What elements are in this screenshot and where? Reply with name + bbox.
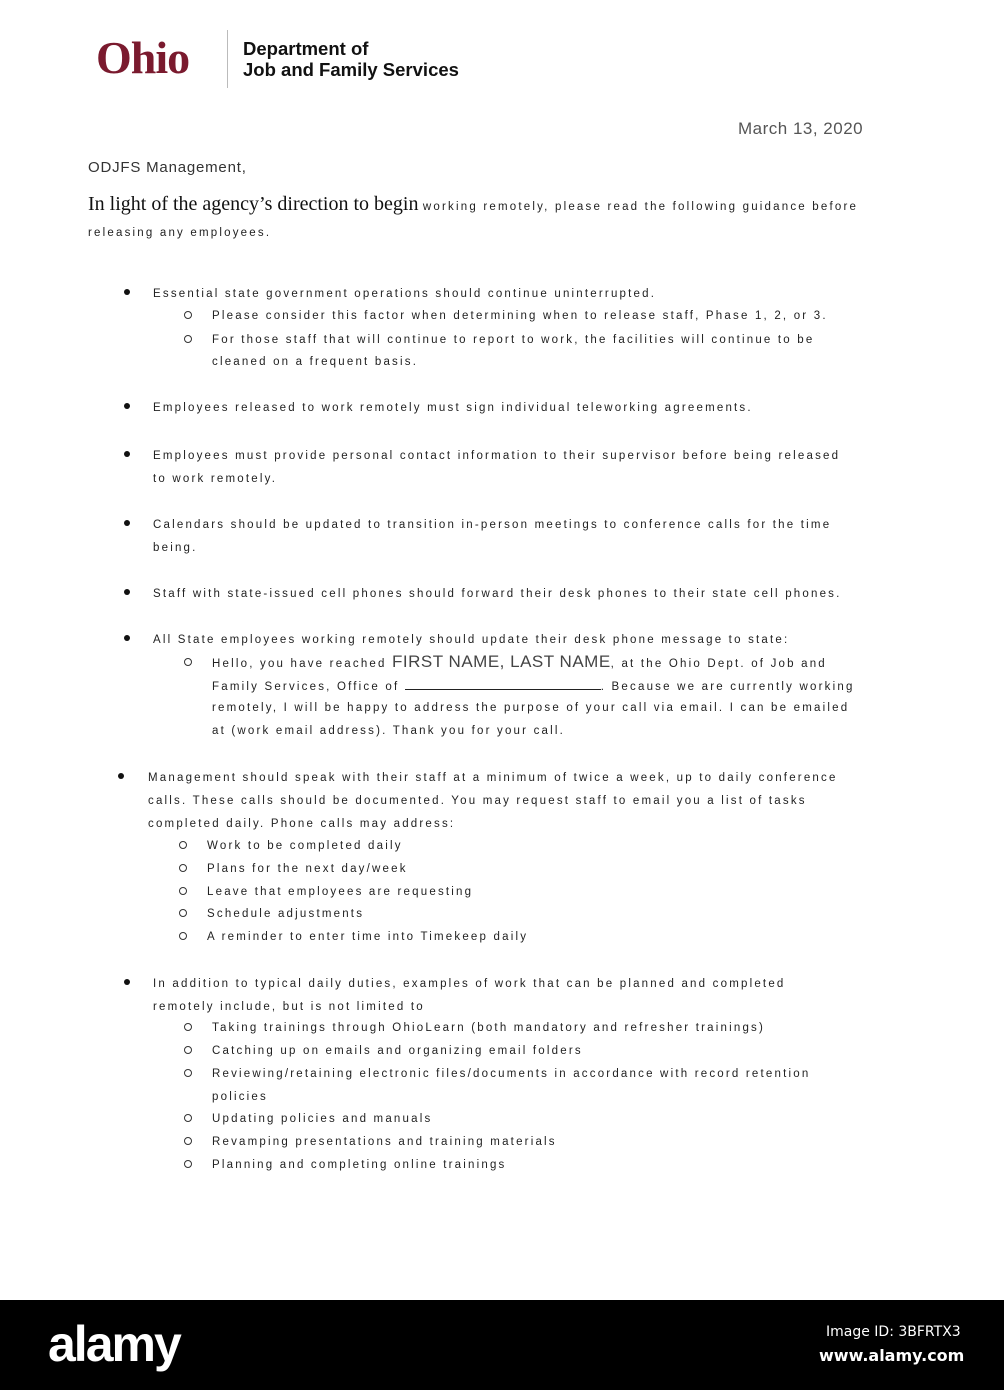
message-text: Family Services, Office of bbox=[212, 681, 400, 693]
sub-bullet-text: cleaned on a frequent basis. bbox=[212, 356, 419, 368]
letter-date: March 13, 2020 bbox=[738, 119, 864, 138]
alamy-logo: alamy bbox=[48, 1316, 180, 1372]
alamy-url: www.alamy.com bbox=[819, 1346, 965, 1365]
salutation: ODJFS Management, bbox=[88, 159, 247, 176]
bullet-icon bbox=[124, 589, 130, 595]
sub-bullet-icon bbox=[184, 1137, 192, 1145]
phone-message-line-1 bbox=[212, 654, 827, 672]
sub-bullet-icon bbox=[184, 1023, 192, 1031]
intro-line-1 bbox=[88, 193, 858, 216]
bullet-text: Staff with state-issued cell phones should forward their desk phones to their state cell phones. bbox=[153, 588, 842, 600]
bullet-text: Management should speak with their staff at a minimum of twice a week, up to daily conference bbox=[148, 772, 838, 784]
bullet-text: Calendars should be updated to transition in-person meetings to conference calls for the time bbox=[153, 519, 832, 531]
message-text: Hello, you have reached bbox=[212, 658, 387, 670]
sub-bullet-text: Reviewing/retaining electronic files/documents in accordance with record retention bbox=[212, 1068, 811, 1080]
message-text: . Because we are currently working bbox=[600, 681, 855, 693]
bullet-icon bbox=[118, 773, 124, 779]
phone-message-line-3: remotely, I will be happy to address the purpose of your call via email. I can be emailed bbox=[212, 702, 850, 714]
message-name-placeholder: FIRST NAME, LAST NAME bbox=[392, 652, 611, 671]
bullet-icon bbox=[124, 403, 130, 409]
sub-bullet-text: Plans for the next day/week bbox=[207, 863, 408, 875]
sub-bullet-text: For those staff that will continue to report to work, the facilities will continue to be bbox=[212, 334, 815, 346]
bullet-text: calls. These calls should be documented. You may request staff to email you a list of tasks bbox=[148, 795, 807, 807]
sub-bullet-text: Please consider this factor when determining when to release staff, Phase 1, 2, or 3. bbox=[212, 310, 828, 322]
sub-bullet-icon bbox=[179, 909, 187, 917]
sub-bullet-text: Revamping presentations and training materials bbox=[212, 1136, 557, 1148]
sub-bullet-text: A reminder to enter time into Timekeep daily bbox=[207, 931, 529, 943]
sub-bullet-text: Taking trainings through OhioLearn (both mandatory and refresher trainings) bbox=[212, 1022, 766, 1034]
sub-bullet-icon bbox=[184, 1069, 192, 1077]
sub-bullet-icon bbox=[179, 841, 187, 849]
bullet-text: Essential state government operations should continue uninterrupted. bbox=[153, 288, 657, 300]
sub-bullet-text: Updating policies and manuals bbox=[212, 1113, 433, 1125]
bullet-text: In addition to typical daily duties, examples of work that can be planned and completed bbox=[153, 978, 786, 990]
sub-bullet-text: Leave that employees are requesting bbox=[207, 886, 474, 898]
bullet-text: being. bbox=[153, 542, 198, 554]
sub-bullet-icon bbox=[184, 1160, 192, 1168]
intro-rest: working remotely, please read the following guidance before bbox=[422, 201, 859, 213]
bullet-icon bbox=[124, 635, 130, 641]
sub-bullet-icon bbox=[179, 887, 187, 895]
ohio-logo bbox=[96, 30, 189, 86]
sub-bullet-text: Schedule adjustments bbox=[207, 908, 365, 920]
bullet-text: Employees released to work remotely must sign individual teleworking agreements. bbox=[153, 402, 753, 414]
bullet-icon bbox=[124, 451, 130, 457]
logo-divider bbox=[227, 30, 228, 88]
phone-message-line-2 bbox=[212, 677, 855, 695]
sub-bullet-icon bbox=[179, 932, 187, 940]
bullet-icon bbox=[124, 520, 130, 526]
sub-bullet-text: Work to be completed daily bbox=[207, 840, 403, 852]
sub-bullet-text: policies bbox=[212, 1091, 268, 1103]
sub-bullet-icon bbox=[184, 658, 192, 666]
bullet-text: to work remotely. bbox=[153, 473, 278, 485]
sub-bullet-icon bbox=[184, 1046, 192, 1054]
dept-line-2: Job and Family Services bbox=[243, 59, 459, 80]
message-text: , at the Ohio Dept. of Job and bbox=[610, 658, 827, 670]
sub-bullet-icon bbox=[184, 335, 192, 343]
office-blank-line bbox=[405, 677, 601, 690]
bullet-text: completed daily. Phone calls may address: bbox=[148, 818, 456, 830]
bullet-text: All State employees working remotely should update their desk phone message to state: bbox=[153, 634, 790, 646]
department-name bbox=[243, 38, 459, 80]
bullet-text: remotely include, but is not limited to bbox=[153, 1001, 425, 1013]
sub-bullet-text: Planning and completing online trainings bbox=[212, 1159, 507, 1171]
phone-message-line-4: at (work email address). Thank you for your call. bbox=[212, 725, 566, 737]
intro-line-2: releasing any employees. bbox=[88, 227, 272, 239]
intro-serif: In light of the agency’s direction to begin bbox=[88, 193, 419, 215]
bullet-text: Employees must provide personal contact information to their supervisor before being released bbox=[153, 450, 841, 462]
ohio-wordmark: Ohio bbox=[96, 32, 190, 83]
bullet-icon bbox=[124, 289, 130, 295]
image-id: Image ID: 3BFRTX3 bbox=[826, 1324, 961, 1340]
dept-line-1: Department of bbox=[243, 38, 369, 59]
sub-bullet-icon bbox=[184, 311, 192, 319]
bullet-icon bbox=[124, 979, 130, 985]
sub-bullet-icon bbox=[179, 864, 187, 872]
sub-bullet-icon bbox=[184, 1114, 192, 1122]
sub-bullet-text: Catching up on emails and organizing email folders bbox=[212, 1045, 583, 1057]
stock-footer-bar bbox=[0, 1300, 1004, 1390]
